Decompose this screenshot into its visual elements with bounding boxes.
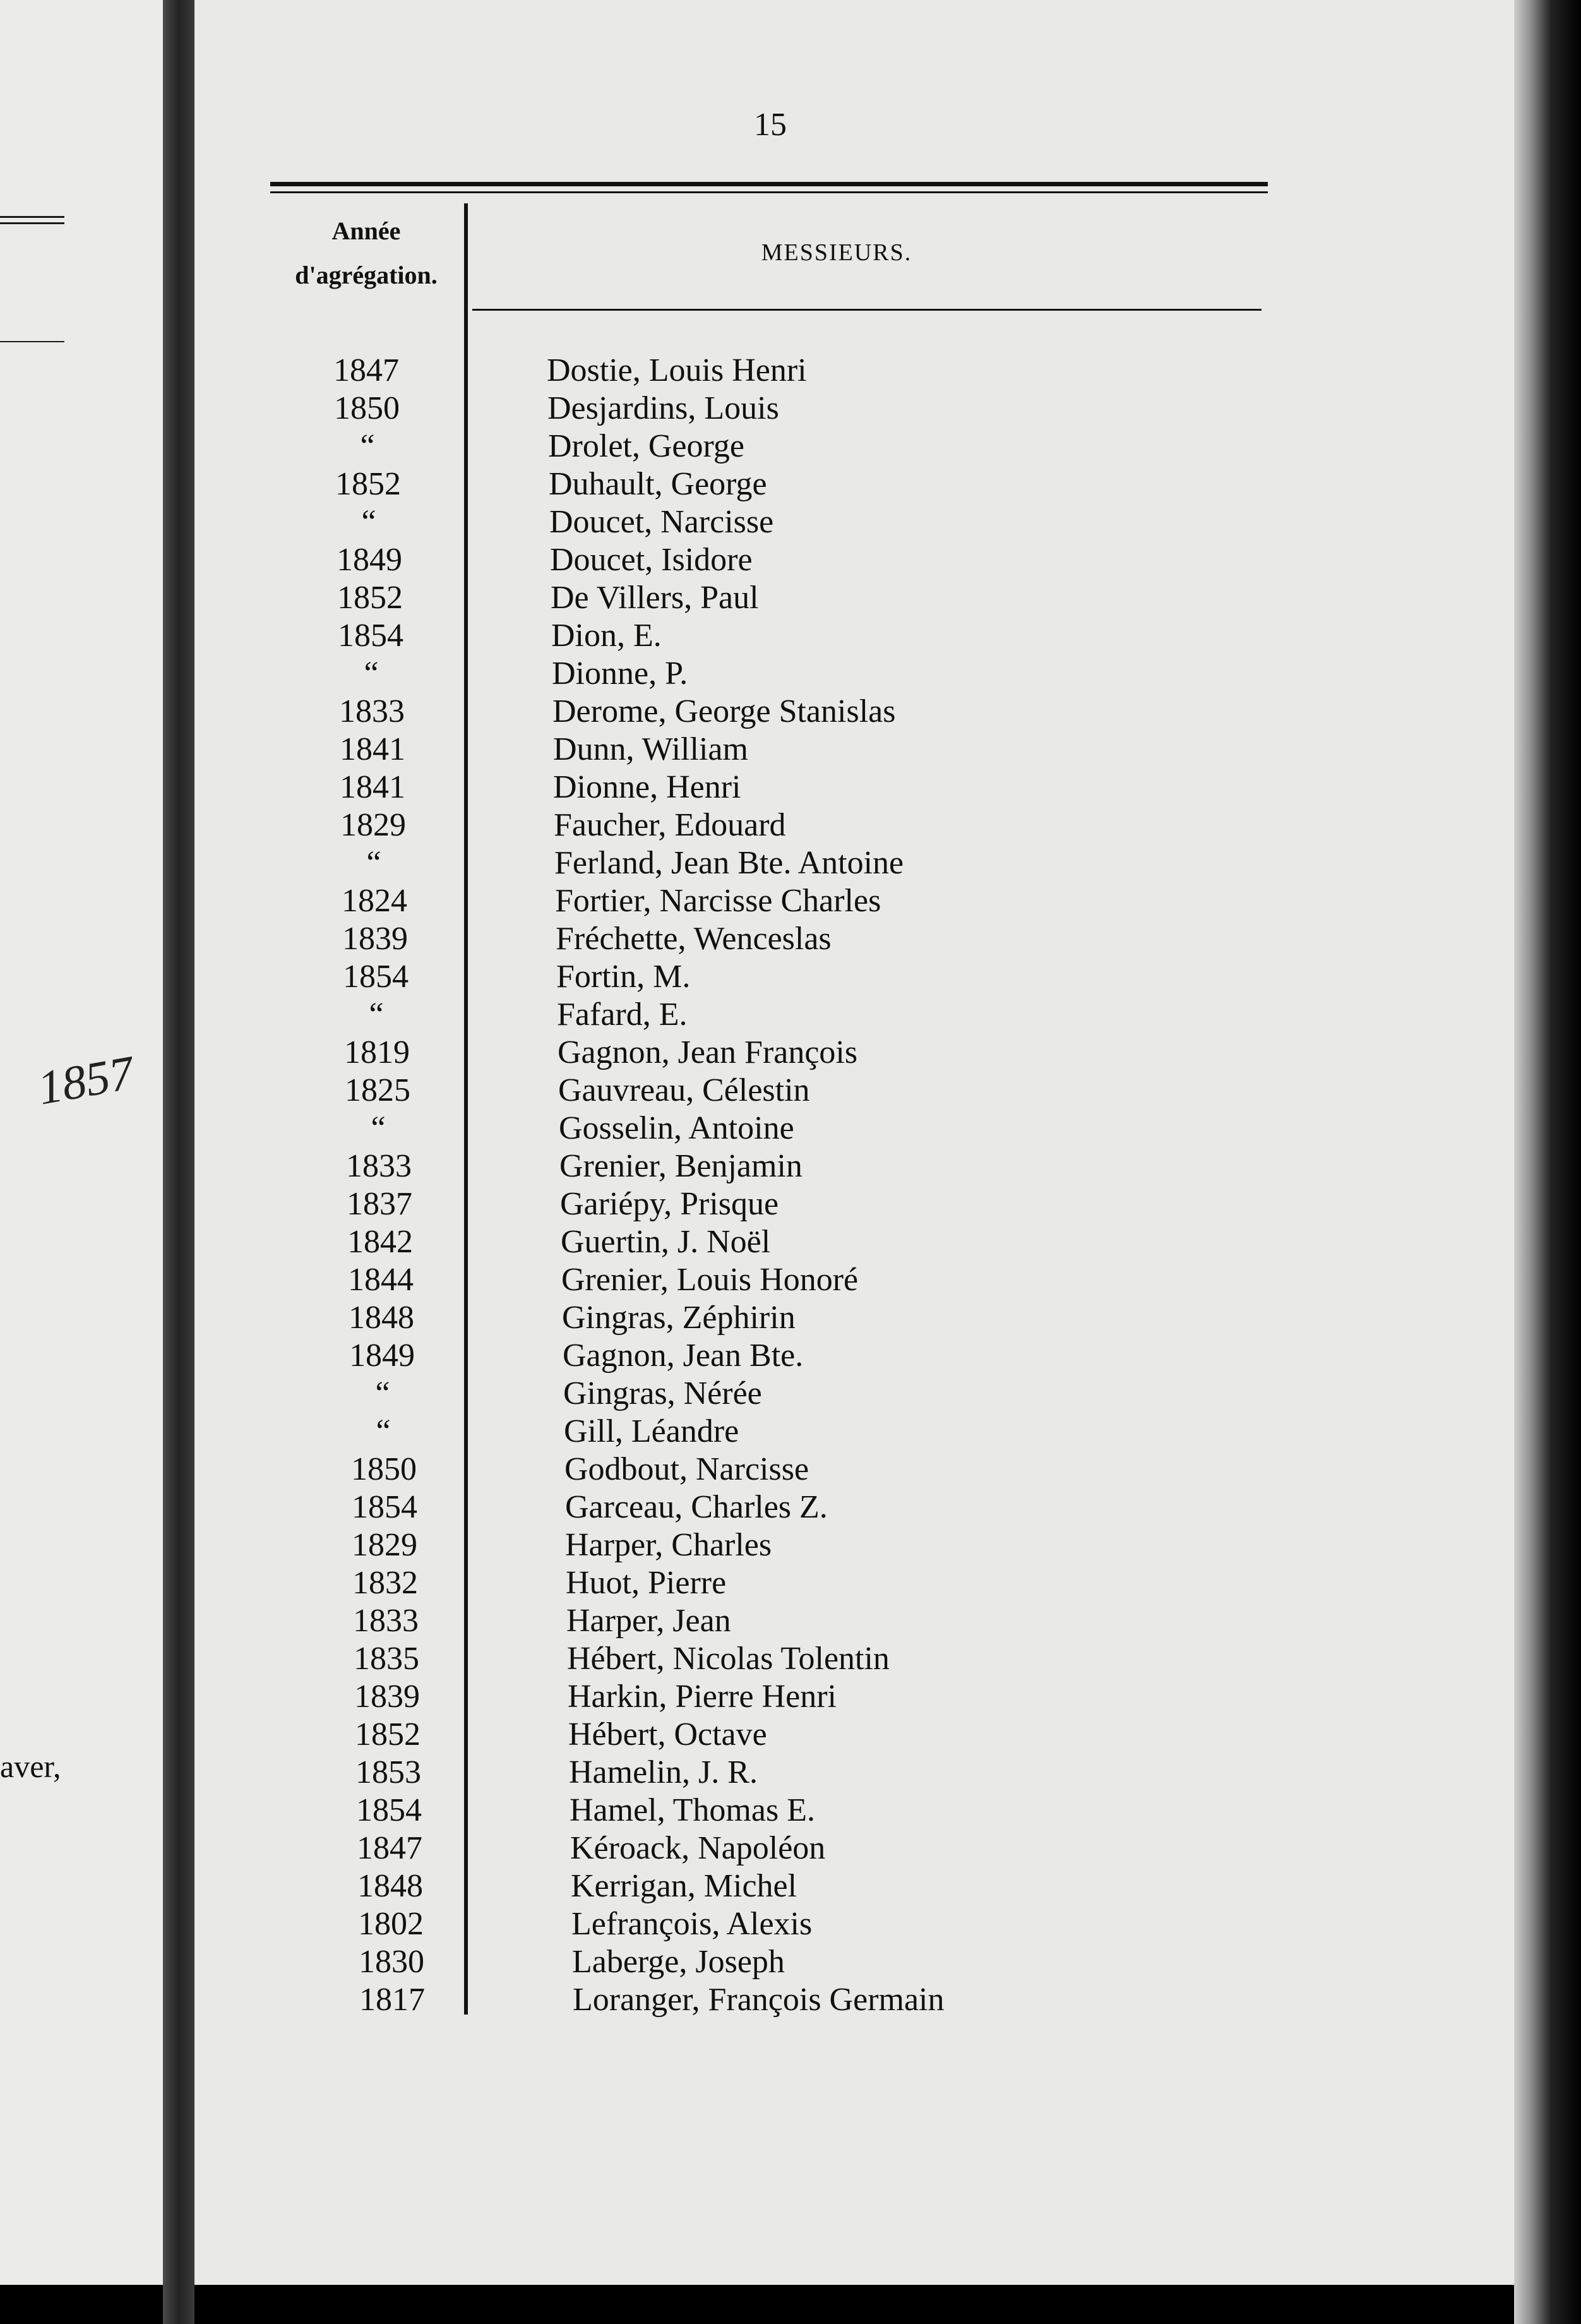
year-cell: “ [371, 1110, 386, 1146]
name-cell: Fréchette, Wenceslas [556, 921, 832, 957]
name-cell: De Villers, Paul [551, 580, 759, 616]
top-rule-thin [270, 191, 1268, 193]
table-row [0, 1981, 1263, 2019]
name-cell: Dunn, William [553, 731, 748, 767]
table-row [0, 1034, 1263, 1072]
year-cell: 1825 [345, 1072, 410, 1108]
name-cell: Grenier, Louis Honoré [561, 1262, 859, 1298]
table-row [0, 1526, 1263, 1564]
year-cell: 1850 [334, 390, 400, 426]
year-cell: 1848 [349, 1300, 414, 1336]
left-page-rule [0, 341, 64, 342]
table-row [0, 1867, 1263, 1905]
table-row [0, 541, 1263, 579]
year-cell: 1839 [342, 921, 408, 957]
name-cell: Fafard, E. [557, 997, 688, 1033]
year-cell: “ [375, 1375, 390, 1411]
year-cell: “ [366, 845, 381, 881]
name-cell: Derome, George Stanislas [552, 693, 896, 729]
table-row [0, 769, 1263, 806]
table-row [0, 1488, 1263, 1526]
table-row [0, 731, 1263, 769]
table-row [0, 1375, 1263, 1413]
table-row [0, 352, 1263, 390]
table-row [0, 617, 1263, 655]
year-cell: 1841 [340, 769, 405, 805]
header-rule [472, 309, 1262, 311]
year-cell: 1850 [351, 1451, 417, 1487]
handwritten-note: 1857 [33, 1046, 138, 1115]
year-cell: 1847 [357, 1830, 422, 1866]
name-cell: Kerrigan, Michel [571, 1868, 797, 1904]
name-cell: Doucet, Isidore [550, 542, 753, 578]
table-row [0, 1640, 1263, 1678]
table-row [0, 1185, 1263, 1223]
table-row [0, 1602, 1263, 1640]
left-page-rule [0, 216, 64, 218]
table-row [0, 882, 1263, 920]
table-row [0, 428, 1263, 465]
year-cell: 1853 [355, 1754, 421, 1790]
year-cell: 1842 [347, 1224, 413, 1260]
name-cell: Hébert, Octave [568, 1716, 767, 1752]
table-row [0, 1261, 1263, 1299]
year-cell: 1841 [340, 731, 405, 767]
name-cell: Duhault, George [549, 466, 767, 502]
name-cell: Hamel, Thomas E. [570, 1792, 815, 1828]
table-row [0, 1716, 1263, 1754]
year-cell: “ [369, 997, 384, 1033]
name-cell: Gingras, Nérée [563, 1375, 762, 1411]
name-cell: Harper, Charles [565, 1527, 772, 1563]
name-cell: Dionne, Henri [553, 769, 741, 805]
table-row [0, 1110, 1263, 1147]
name-cell: Grenier, Benjamin [559, 1148, 802, 1184]
table-row [0, 579, 1263, 617]
table-row [0, 1451, 1263, 1488]
year-cell: 1829 [340, 807, 406, 843]
name-cell: Garceau, Charles Z. [565, 1489, 828, 1525]
name-cell: Godbout, Narcisse [564, 1451, 809, 1487]
table-row [0, 1943, 1263, 1981]
table-row [0, 1223, 1263, 1261]
year-cell: 1819 [344, 1034, 410, 1070]
table-row [0, 1147, 1263, 1185]
table-row [0, 1072, 1263, 1110]
table-row [0, 1830, 1263, 1867]
name-cell: Gosselin, Antoine [559, 1110, 794, 1146]
name-cell: Laberge, Joseph [572, 1944, 785, 1980]
name-cell: Faucher, Edouard [554, 807, 786, 843]
table-row [0, 390, 1263, 428]
name-cell: Dostie, Louis Henri [547, 352, 807, 388]
year-cell: 1833 [339, 693, 405, 729]
table-row [0, 1337, 1263, 1375]
table-row [0, 806, 1263, 844]
table-row [0, 1413, 1263, 1451]
table-row [0, 920, 1263, 958]
year-cell: 1802 [358, 1906, 424, 1942]
name-cell: Gauvreau, Célestin [558, 1072, 810, 1108]
year-cell: 1829 [352, 1527, 417, 1563]
year-cell: 1849 [337, 542, 402, 578]
name-cell: Guertin, J. Noël [561, 1224, 771, 1260]
table-row [0, 1905, 1263, 1943]
year-cell: 1847 [333, 352, 399, 388]
year-cell: “ [361, 504, 376, 540]
year-cell: “ [376, 1413, 391, 1449]
table-row [0, 1678, 1263, 1716]
year-cell: 1833 [353, 1603, 419, 1639]
name-cell: Gagnon, Jean François [558, 1034, 858, 1070]
year-cell: 1852 [355, 1716, 421, 1752]
year-cell: 1852 [335, 466, 401, 502]
year-cell: 1854 [338, 618, 403, 654]
year-cell: 1844 [348, 1262, 414, 1298]
name-cell: Fortier, Narcisse Charles [555, 883, 881, 919]
year-column-header-line2: d'agrégation. [295, 261, 438, 289]
year-cell: 1835 [354, 1641, 419, 1677]
table-row [0, 503, 1263, 541]
year-cell: 1837 [347, 1186, 412, 1222]
name-cell: Gariépy, Prisque [560, 1186, 779, 1222]
name-cell: Dion, E. [551, 618, 662, 654]
name-cell: Harkin, Pierre Henri [568, 1679, 837, 1715]
table-row [0, 655, 1263, 693]
year-cell: 1830 [359, 1944, 424, 1980]
year-cell: 1854 [356, 1792, 422, 1828]
year-cell: 1839 [354, 1679, 420, 1715]
name-cell: Fortin, M. [556, 959, 691, 995]
year-cell: 1854 [343, 959, 409, 995]
year-cell: 1824 [342, 883, 407, 919]
year-cell: 1848 [357, 1868, 423, 1904]
table-row [0, 844, 1263, 882]
year-cell: 1817 [359, 1982, 425, 2018]
year-cell: “ [364, 656, 379, 692]
name-cell: Gill, Léandre [564, 1413, 739, 1449]
name-cell: Kéroack, Napoléon [570, 1830, 826, 1866]
left-page-rule [0, 222, 64, 224]
year-cell: 1832 [352, 1565, 418, 1601]
name-cell: Desjardins, Louis [547, 390, 779, 426]
name-cell: Lefrançois, Alexis [571, 1906, 813, 1942]
name-cell: Gagnon, Jean Bte. [563, 1338, 804, 1374]
year-cell: “ [360, 428, 375, 464]
name-cell: Gingras, Zéphirin [562, 1300, 796, 1336]
table-row [0, 958, 1263, 996]
name-cell: Drolet, George [548, 428, 744, 464]
table-row [0, 1564, 1263, 1602]
name-cell: Loranger, François Germain [573, 1982, 945, 2018]
table-row [0, 1792, 1263, 1830]
table-row [0, 1299, 1263, 1337]
name-cell: Huot, Pierre [566, 1565, 727, 1601]
year-cell: 1833 [346, 1148, 412, 1184]
table-row [0, 996, 1263, 1034]
name-cell: Dionne, P. [552, 656, 688, 692]
page-number: 15 [754, 107, 787, 143]
names-column-header: MESSIEURS. [761, 239, 912, 266]
name-cell: Ferland, Jean Bte. Antoine [554, 845, 904, 881]
top-rule [270, 182, 1268, 186]
table-row [0, 1754, 1263, 1792]
table-row [0, 693, 1263, 731]
year-cell: 1854 [352, 1489, 417, 1525]
page-edge [1514, 0, 1581, 2324]
name-cell: Harper, Jean [566, 1603, 731, 1639]
year-cell: 1849 [349, 1338, 415, 1374]
year-cell: 1852 [337, 580, 403, 616]
left-page-text-fragment: aver, [0, 1749, 61, 1784]
name-cell: Doucet, Narcisse [549, 504, 774, 540]
name-cell: Hamelin, J. R. [569, 1754, 758, 1790]
year-column-header: Année [331, 217, 401, 245]
table-row [0, 465, 1263, 503]
name-cell: Hébert, Nicolas Tolentin [567, 1641, 890, 1677]
